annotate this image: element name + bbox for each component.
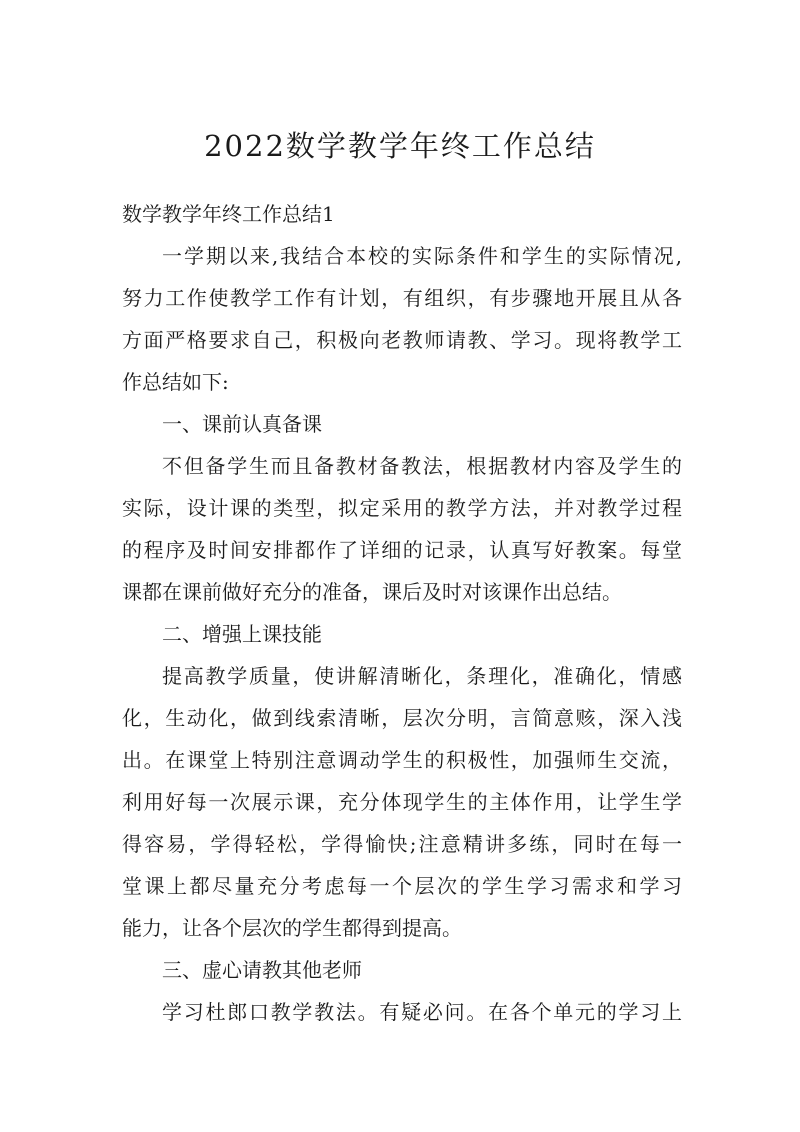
document-body [122, 193, 682, 1033]
text-line: 堂课上都尽量充分考虑每一个层次的学生学习需求和学习 [122, 874, 682, 898]
text-line: 课都在课前做好充分的准备，课后及时对该课作出总结。 [122, 580, 622, 604]
text-line: 作总结如下: [122, 370, 229, 394]
text-line: 学习杜郎口教学教法。有疑必问。在各个单元的学习上 [162, 1000, 682, 1024]
text-line: 努力工作使教学工作有计划，有组织，有步骤地开展且从各 [122, 286, 682, 310]
text-line: 化，生动化，做到线索清晰，层次分明，言简意赅，深入浅 [122, 706, 682, 730]
text-line: 出。在课堂上特别注意调动学生的积极性，加强师生交流， [122, 748, 682, 772]
text-line: 利用好每一次展示课，充分体现学生的主体作用，让学生学 [122, 790, 682, 814]
text-line: 不但备学生而且备教材备教法，根据教材内容及学生的 [162, 454, 682, 478]
text-line: 方面严格要求自己，积极向老教师请教、学习。现将教学工 [122, 328, 682, 352]
text-line: 二、增强上课技能 [162, 622, 322, 646]
text-line: 一、课前认真备课 [162, 412, 322, 436]
text-line: 实际，设计课的类型，拟定采用的教学方法，并对教学过程 [122, 496, 682, 520]
text-line: 得容易，学得轻松，学得愉快;注意精讲多练，同时在每一 [122, 832, 682, 856]
text-line: 数学教学年终工作总结1 [122, 202, 335, 226]
text-line: 的程序及时间安排都作了详细的记录，认真写好教案。每堂 [122, 538, 682, 562]
text-line: 提高教学质量，使讲解清晰化，条理化，准确化，情感 [162, 664, 682, 688]
text-line: 能力，让各个层次的学生都得到提高。 [122, 916, 462, 940]
document-title: 2022数学教学年终工作总结 [204, 129, 596, 163]
text-line: 一学期以来,我结合本校的实际条件和学生的实际情况, [162, 244, 682, 268]
text-line: 三、虚心请教其他老师 [162, 958, 362, 982]
